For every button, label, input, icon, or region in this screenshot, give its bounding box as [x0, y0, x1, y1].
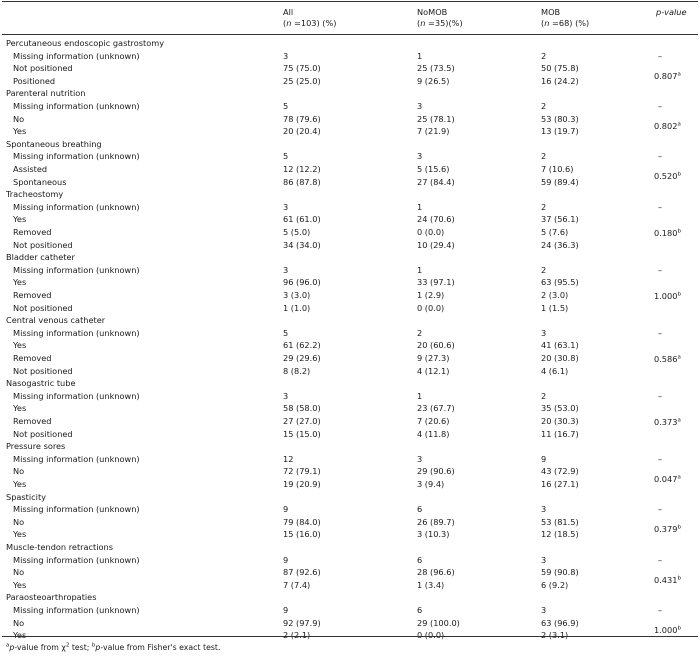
row-label: Yes	[13, 214, 27, 225]
table-bottom-rule	[2, 636, 698, 637]
row-label: Not positioned	[13, 239, 73, 250]
cell-all: 96 (96.0)	[283, 277, 321, 288]
row-label: Removed	[13, 290, 52, 300]
row-label: No	[13, 617, 25, 628]
cell-nomob: 1 (2.9)	[417, 290, 445, 300]
group-heading: Nasogastric tube	[6, 378, 76, 389]
group-heading: Paraosteoarthropaties	[6, 592, 97, 603]
row-label: Missing information (unknown)	[13, 504, 140, 515]
cell-all: 12	[283, 453, 294, 464]
cell-mob: 35 (53.0)	[541, 403, 579, 414]
pvalue: 0.047$^a$	[654, 473, 681, 484]
pvalue-dash: –	[658, 453, 663, 464]
cell-nomob: 1	[417, 50, 423, 61]
cell-nomob: 6	[417, 605, 423, 615]
cell-nomob: 7 (20.6)	[417, 416, 450, 426]
cell-nomob: 26 (89.7)	[417, 516, 455, 527]
cell-all: 9	[283, 605, 289, 615]
header-pvalue: p-value	[656, 7, 687, 17]
cell-nomob: 5 (15.6)	[417, 164, 450, 174]
cell-mob: 2	[541, 264, 547, 275]
cell-nomob: 1	[417, 390, 423, 401]
cell-mob: 5 (7.6)	[541, 227, 569, 237]
cell-mob: 13 (19.7)	[541, 126, 579, 137]
row-label: Removed	[13, 353, 52, 363]
row-label: Missing information (unknown)	[13, 264, 140, 275]
group-heading: Muscle-tendon retractions	[6, 542, 113, 552]
cell-nomob: 9 (26.5)	[417, 75, 450, 86]
row-label: Assisted	[13, 164, 48, 174]
row-label: Yes	[13, 630, 27, 641]
cell-mob: 12 (18.5)	[541, 529, 579, 540]
cell-mob: 53 (81.5)	[541, 516, 579, 527]
cell-all: 86 (87.8)	[283, 176, 321, 187]
row-label: Removed	[13, 227, 52, 237]
cell-mob: 3	[541, 554, 547, 565]
cell-all: 79 (84.0)	[283, 516, 321, 527]
cell-nomob: 4 (11.8)	[417, 428, 450, 439]
cell-all: 61 (62.2)	[283, 340, 321, 351]
cell-nomob: 25 (78.1)	[417, 113, 455, 124]
cell-all: 15 (16.0)	[283, 529, 321, 540]
row-label: Missing information (unknown)	[13, 453, 140, 464]
cell-all: 61 (61.0)	[283, 214, 321, 225]
row-label: Missing information (unknown)	[13, 151, 140, 162]
cell-mob: 53 (80.3)	[541, 113, 579, 124]
cell-all: 34 (34.0)	[283, 239, 321, 250]
row-label: Yes	[13, 529, 27, 540]
pvalue: 0.379$^b$	[654, 524, 681, 535]
group-heading: Spontaneous breathing	[6, 138, 102, 149]
cell-nomob: 20 (60.6)	[417, 340, 455, 351]
cell-nomob: 0 (0.0)	[417, 227, 445, 237]
row-label: Yes	[13, 579, 27, 590]
pvalue-dash: –	[658, 390, 663, 401]
pvalue-dash: –	[658, 151, 663, 162]
pvalue-dash: –	[658, 50, 663, 61]
cell-mob: 63 (96.9)	[541, 617, 579, 628]
cell-all: 72 (79.1)	[283, 466, 321, 477]
cell-mob: 3	[541, 504, 547, 515]
row-label: Not positioned	[13, 365, 73, 376]
cell-nomob: 3 (9.4)	[417, 479, 445, 489]
pvalue: 0.586$^a$	[654, 354, 681, 364]
cell-all: 19 (20.9)	[283, 479, 321, 489]
table-footnote: $^a$p-value from $\chi^2$ test; $^b$p-value from Fisher's exact test.	[6, 642, 221, 652]
cell-all: 9	[283, 554, 289, 565]
row-label: Removed	[13, 416, 52, 426]
cell-all: 58 (58.0)	[283, 403, 321, 414]
row-label: Missing information (unknown)	[13, 201, 140, 212]
row-label: Missing information (unknown)	[13, 390, 140, 401]
cell-all: 25 (25.0)	[283, 75, 321, 86]
cell-nomob: 10 (29.4)	[417, 239, 455, 250]
cell-nomob: 0 (0.0)	[417, 630, 445, 641]
cell-mob: 16 (27.1)	[541, 479, 579, 489]
row-label: No	[13, 466, 25, 477]
row-label: No	[13, 516, 25, 527]
header-mob: MOB (n =68) (%)	[541, 7, 590, 28]
cell-mob: 63 (95.5)	[541, 277, 579, 288]
cell-nomob: 23 (67.7)	[417, 403, 455, 414]
cell-all: 3	[283, 390, 289, 401]
cell-mob: 59 (89.4)	[541, 176, 579, 187]
header-nomob: NoMOB (n =35)(%)	[417, 7, 463, 28]
cell-all: 29 (29.6)	[283, 353, 321, 363]
pvalue-dash: –	[658, 201, 663, 212]
cell-mob: 2	[541, 50, 547, 61]
cell-all: 5	[283, 151, 289, 162]
cell-all: 9	[283, 504, 289, 515]
cell-mob: 3	[541, 605, 547, 615]
cell-mob: 2	[541, 201, 547, 212]
table-top-rule	[2, 1, 698, 2]
cell-nomob: 1	[417, 264, 423, 275]
row-label: Missing information (unknown)	[13, 101, 140, 111]
cell-mob: 2 (3.0)	[541, 290, 569, 300]
group-heading: Pressure sores	[6, 441, 66, 452]
pvalue-dash: –	[658, 101, 663, 111]
row-label: Missing information (unknown)	[13, 554, 140, 565]
cell-nomob: 33 (97.1)	[417, 277, 455, 288]
row-label: Missing information (unknown)	[13, 50, 140, 61]
cell-mob: 43 (72.9)	[541, 466, 579, 477]
cell-mob: 2 (3.1)	[541, 630, 569, 641]
row-label: Missing information (unknown)	[13, 605, 140, 615]
cell-all: 5	[283, 327, 289, 338]
pvalue-dash: –	[658, 504, 663, 515]
cell-mob: 2	[541, 151, 547, 162]
group-heading: Spasticity	[6, 491, 46, 502]
cell-all: 1 (1.0)	[283, 302, 311, 313]
cell-nomob: 7 (21.9)	[417, 126, 450, 137]
group-heading: Percutaneous endoscopic gastrostomy	[6, 38, 165, 48]
cell-nomob: 6	[417, 504, 423, 515]
row-label: Yes	[13, 479, 27, 489]
cell-mob: 20 (30.3)	[541, 416, 579, 426]
row-label: Spontaneous	[13, 176, 67, 187]
cell-nomob: 28 (96.6)	[417, 567, 455, 578]
pvalue: 0.520$^b$	[654, 171, 681, 182]
group-heading: Parenteral nutrition	[6, 88, 86, 99]
row-label: Not positioned	[13, 428, 73, 439]
row-label: Not positioned	[13, 63, 73, 74]
cell-all: 92 (97.9)	[283, 617, 321, 628]
cell-nomob: 3 (10.3)	[417, 529, 450, 540]
cell-nomob: 24 (70.6)	[417, 214, 455, 225]
cell-all: 3	[283, 201, 289, 212]
cell-mob: 1 (1.5)	[541, 302, 569, 313]
cell-all: 3	[283, 50, 289, 61]
cell-all: 27 (27.0)	[283, 416, 321, 426]
cell-nomob: 29 (100.0)	[417, 617, 460, 628]
group-heading: Bladder catheter	[6, 252, 75, 263]
row-label: Yes	[13, 340, 27, 351]
row-label: Yes	[13, 403, 27, 414]
cell-mob: 9	[541, 453, 547, 464]
cell-mob: 2	[541, 101, 547, 111]
cell-mob: 4 (6.1)	[541, 365, 569, 376]
cell-nomob: 3	[417, 101, 423, 111]
cell-all: 12 (12.2)	[283, 164, 321, 174]
cell-all: 5 (5.0)	[283, 227, 311, 237]
row-label: Not positioned	[13, 302, 73, 313]
cell-mob: 7 (10.6)	[541, 164, 574, 174]
pvalue: 0.807$^a$	[654, 70, 681, 81]
pvalue-dash: –	[658, 264, 663, 275]
pvalue: 0.373$^a$	[654, 417, 681, 427]
cell-all: 3	[283, 264, 289, 275]
cell-all: 5	[283, 101, 289, 111]
pvalue-dash: –	[658, 554, 663, 565]
cell-nomob: 0 (0.0)	[417, 302, 445, 313]
pvalue: 1.000$^b$	[654, 624, 681, 635]
cell-all: 7 (7.4)	[283, 579, 311, 590]
cell-all: 2 (2.1)	[283, 630, 311, 641]
cell-mob: 59 (90.8)	[541, 567, 579, 578]
cell-all: 78 (79.6)	[283, 113, 321, 124]
cell-mob: 24 (36.3)	[541, 239, 579, 250]
cell-mob: 20 (30.8)	[541, 353, 579, 363]
pvalue-dash: –	[658, 327, 663, 338]
header-rule	[2, 34, 698, 35]
group-heading: Tracheostomy	[6, 189, 64, 200]
cell-nomob: 6	[417, 554, 423, 565]
cell-nomob: 1 (3.4)	[417, 579, 445, 590]
row-label: No	[13, 113, 25, 124]
cell-all: 20 (20.4)	[283, 126, 321, 137]
pvalue: 0.802$^a$	[654, 120, 681, 131]
header-all: All (n =103) (%)	[283, 7, 337, 28]
cell-mob: 6 (9.2)	[541, 579, 569, 590]
pvalue: 1.000$^b$	[654, 291, 681, 301]
cell-all: 87 (92.6)	[283, 567, 321, 578]
row-label: No	[13, 567, 25, 578]
cell-mob: 3	[541, 327, 547, 338]
row-label: Yes	[13, 126, 27, 137]
cell-nomob: 9 (27.3)	[417, 353, 450, 363]
cell-nomob: 3	[417, 453, 423, 464]
pvalue-dash: –	[658, 605, 663, 615]
pvalue: 0.431$^b$	[654, 574, 681, 585]
cell-nomob: 29 (90.6)	[417, 466, 455, 477]
cell-all: 8 (8.2)	[283, 365, 311, 376]
cell-mob: 16 (24.2)	[541, 75, 579, 86]
cell-nomob: 3	[417, 151, 423, 162]
cell-mob: 37 (56.1)	[541, 214, 579, 225]
cell-mob: 2	[541, 390, 547, 401]
cell-mob: 50 (75.8)	[541, 63, 579, 74]
cell-mob: 11 (16.7)	[541, 428, 579, 439]
cell-nomob: 1	[417, 201, 423, 212]
row-label: Missing information (unknown)	[13, 327, 140, 338]
cell-all: 75 (75.0)	[283, 63, 321, 74]
cell-all: 3 (3.0)	[283, 290, 311, 300]
cell-nomob: 27 (84.4)	[417, 176, 455, 187]
pvalue: 0.180$^b$	[654, 228, 681, 238]
group-heading: Central venous catheter	[6, 315, 106, 326]
cell-nomob: 4 (12.1)	[417, 365, 450, 376]
row-label: Yes	[13, 277, 27, 288]
cell-nomob: 25 (73.5)	[417, 63, 455, 74]
cell-all: 15 (15.0)	[283, 428, 321, 439]
cell-nomob: 2	[417, 327, 423, 338]
row-label: Positioned	[13, 75, 56, 86]
cell-mob: 41 (63.1)	[541, 340, 579, 351]
